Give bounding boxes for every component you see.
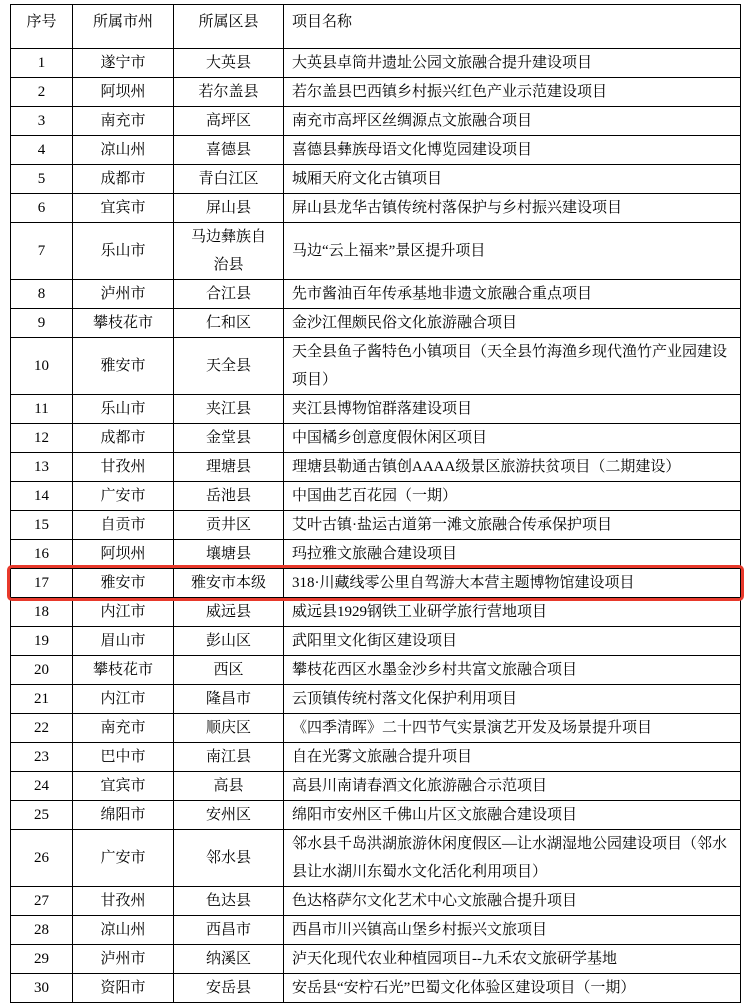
header-county: 所属区县 [174,5,284,49]
cell-city: 凉山州 [73,136,174,165]
table-row [11,887,741,916]
cell-no: 12 [11,424,73,453]
cell-no: 22 [11,714,73,743]
table-container [10,4,741,1003]
cell-project: 攀枝花西区水墨金沙乡村共富文旅融合项目 [284,656,741,685]
cell-project: 理塘县勒通古镇创AAAA级景区旅游扶贫项目（二期建设） [284,453,741,482]
header-no: 序号 [11,5,73,49]
cell-no: 7 [11,223,73,280]
cell-project: 天全县鱼子酱特色小镇项目（天全县竹海渔乡现代渔竹产业园建设项目） [284,338,741,395]
table-row [11,830,741,887]
cell-city: 成都市 [73,424,174,453]
table-row [11,338,741,395]
cell-city: 阿坝州 [73,540,174,569]
cell-city: 绵阳市 [73,801,174,830]
cell-county: 若尔盖县 [174,78,284,107]
cell-project: 中国橘乡创意度假休闲区项目 [284,424,741,453]
cell-county: 岳池县 [174,482,284,511]
cell-county: 青白江区 [174,165,284,194]
cell-no: 29 [11,945,73,974]
cell-city: 南充市 [73,107,174,136]
cell-county: 理塘县 [174,453,284,482]
cell-city: 广安市 [73,830,174,887]
table-row [11,569,741,598]
table-row [11,223,741,280]
cell-city: 宜宾市 [73,194,174,223]
cell-county: 安州区 [174,801,284,830]
table-row [11,482,741,511]
table-row [11,49,741,78]
table-row [11,974,741,1003]
cell-county: 彭山区 [174,627,284,656]
cell-no: 28 [11,916,73,945]
cell-city: 遂宁市 [73,49,174,78]
cell-project: 318·川藏线零公里自驾游大本营主题博物馆建设项目 [284,569,741,598]
cell-no: 19 [11,627,73,656]
cell-project: 中国曲艺百花园（一期） [284,482,741,511]
table-row [11,714,741,743]
cell-project: 玛拉雅文旅融合建设项目 [284,540,741,569]
cell-no: 6 [11,194,73,223]
cell-project: 绵阳市安州区千佛山片区文旅融合建设项目 [284,801,741,830]
cell-no: 2 [11,78,73,107]
cell-city: 甘孜州 [73,887,174,916]
cell-project: 泸天化现代农业种植园项目--九禾农文旅研学基地 [284,945,741,974]
cell-county: 屏山县 [174,194,284,223]
table-row [11,598,741,627]
cell-county: 西昌市 [174,916,284,945]
cell-no: 4 [11,136,73,165]
cell-project: 喜德县彝族母语文化博览园建设项目 [284,136,741,165]
cell-county: 雅安市本级 [174,569,284,598]
cell-county: 邻水县 [174,830,284,887]
cell-project: 若尔盖县巴西镇乡村振兴红色产业示范建设项目 [284,78,741,107]
cell-no: 21 [11,685,73,714]
cell-no: 30 [11,974,73,1003]
table-row [11,309,741,338]
cell-city: 乐山市 [73,395,174,424]
table-row [11,453,741,482]
header-project: 项目名称 [284,5,741,49]
cell-city: 凉山州 [73,916,174,945]
cell-city: 雅安市 [73,338,174,395]
table-row [11,511,741,540]
cell-project: 安岳县“安柠石光”巴蜀文化体验区建设项目（一期） [284,974,741,1003]
cell-county: 合江县 [174,280,284,309]
cell-no: 14 [11,482,73,511]
cell-project: 金沙江俚颇民俗文化旅游融合项目 [284,309,741,338]
table-row [11,194,741,223]
table-row [11,801,741,830]
cell-no: 8 [11,280,73,309]
cell-county: 壤塘县 [174,540,284,569]
cell-project: 城厢天府文化古镇项目 [284,165,741,194]
table-row [11,395,741,424]
cell-city: 雅安市 [73,569,174,598]
cell-project: 西昌市川兴镇高山堡乡村振兴文旅项目 [284,916,741,945]
cell-county: 高县 [174,772,284,801]
cell-city: 南充市 [73,714,174,743]
cell-no: 18 [11,598,73,627]
cell-county: 马边彝族自治县 [174,223,284,280]
cell-project: 高县川南请春酒文化旅游融合示范项目 [284,772,741,801]
cell-project: 先市酱油百年传承基地非遗文旅融合重点项目 [284,280,741,309]
cell-city: 广安市 [73,482,174,511]
cell-city: 内江市 [73,598,174,627]
cell-project: 武阳里文化街区建设项目 [284,627,741,656]
table-row [11,540,741,569]
cell-no: 15 [11,511,73,540]
cell-no: 26 [11,830,73,887]
cell-no: 24 [11,772,73,801]
cell-county: 隆昌市 [174,685,284,714]
cell-county: 威远县 [174,598,284,627]
cell-project: 《四季清晖》二十四节气实景演艺开发及场景提升项目 [284,714,741,743]
cell-city: 攀枝花市 [73,309,174,338]
cell-city: 乐山市 [73,223,174,280]
table-header-row [11,5,741,49]
cell-project: 色达格萨尔文化艺术中心文旅融合提升项目 [284,887,741,916]
cell-county: 色达县 [174,887,284,916]
cell-county: 大英县 [174,49,284,78]
cell-city: 泸州市 [73,945,174,974]
cell-no: 20 [11,656,73,685]
cell-project: 威远县1929钢铁工业研学旅行营地项目 [284,598,741,627]
table-row [11,656,741,685]
cell-project: 大英县卓筒井遗址公园文旅融合提升建设项目 [284,49,741,78]
cell-no: 5 [11,165,73,194]
cell-no: 1 [11,49,73,78]
table-row [11,772,741,801]
cell-city: 宜宾市 [73,772,174,801]
cell-no: 10 [11,338,73,395]
cell-county: 贡井区 [174,511,284,540]
cell-city: 巴中市 [73,743,174,772]
cell-county: 南江县 [174,743,284,772]
cell-city: 资阳市 [73,974,174,1003]
cell-city: 内江市 [73,685,174,714]
table-row [11,136,741,165]
cell-no: 13 [11,453,73,482]
cell-project: 马边“云上福来”景区提升项目 [284,223,741,280]
cell-no: 25 [11,801,73,830]
cell-project: 屏山县龙华古镇传统村落保护与乡村振兴建设项目 [284,194,741,223]
cell-county: 金堂县 [174,424,284,453]
table-row [11,280,741,309]
cell-no: 17 [11,569,73,598]
table-row [11,424,741,453]
table-row [11,78,741,107]
cell-county: 西区 [174,656,284,685]
cell-county: 高坪区 [174,107,284,136]
cell-city: 阿坝州 [73,78,174,107]
cell-no: 23 [11,743,73,772]
table-row [11,685,741,714]
cell-county: 安岳县 [174,974,284,1003]
table-body [11,49,741,1003]
cell-city: 攀枝花市 [73,656,174,685]
cell-no: 16 [11,540,73,569]
cell-county: 仁和区 [174,309,284,338]
table-row [11,107,741,136]
table-row [11,743,741,772]
cell-city: 眉山市 [73,627,174,656]
cell-project: 艾叶古镇·盐运古道第一滩文旅融合传承保护项目 [284,511,741,540]
cell-city: 自贡市 [73,511,174,540]
cell-county: 喜德县 [174,136,284,165]
table-row [11,627,741,656]
header-city: 所属市州 [73,5,174,49]
cell-city: 成都市 [73,165,174,194]
projects-table [10,4,741,1003]
cell-county: 顺庆区 [174,714,284,743]
cell-county: 天全县 [174,338,284,395]
cell-no: 9 [11,309,73,338]
cell-city: 甘孜州 [73,453,174,482]
table-row [11,916,741,945]
cell-project: 自在光雾文旅融合提升项目 [284,743,741,772]
cell-no: 3 [11,107,73,136]
cell-no: 11 [11,395,73,424]
cell-project: 邻水县千岛洪湖旅游休闲度假区—让水湖湿地公园建设项目（邻水县让水湖川东蜀水文化活化利用项目） [284,830,741,887]
cell-project: 南充市高坪区丝绸源点文旅融合项目 [284,107,741,136]
table-row [11,165,741,194]
table-row [11,945,741,974]
cell-county: 纳溪区 [174,945,284,974]
cell-no: 27 [11,887,73,916]
cell-city: 泸州市 [73,280,174,309]
cell-project: 云顶镇传统村落文化保护利用项目 [284,685,741,714]
cell-project: 夹江县博物馆群落建设项目 [284,395,741,424]
cell-county: 夹江县 [174,395,284,424]
